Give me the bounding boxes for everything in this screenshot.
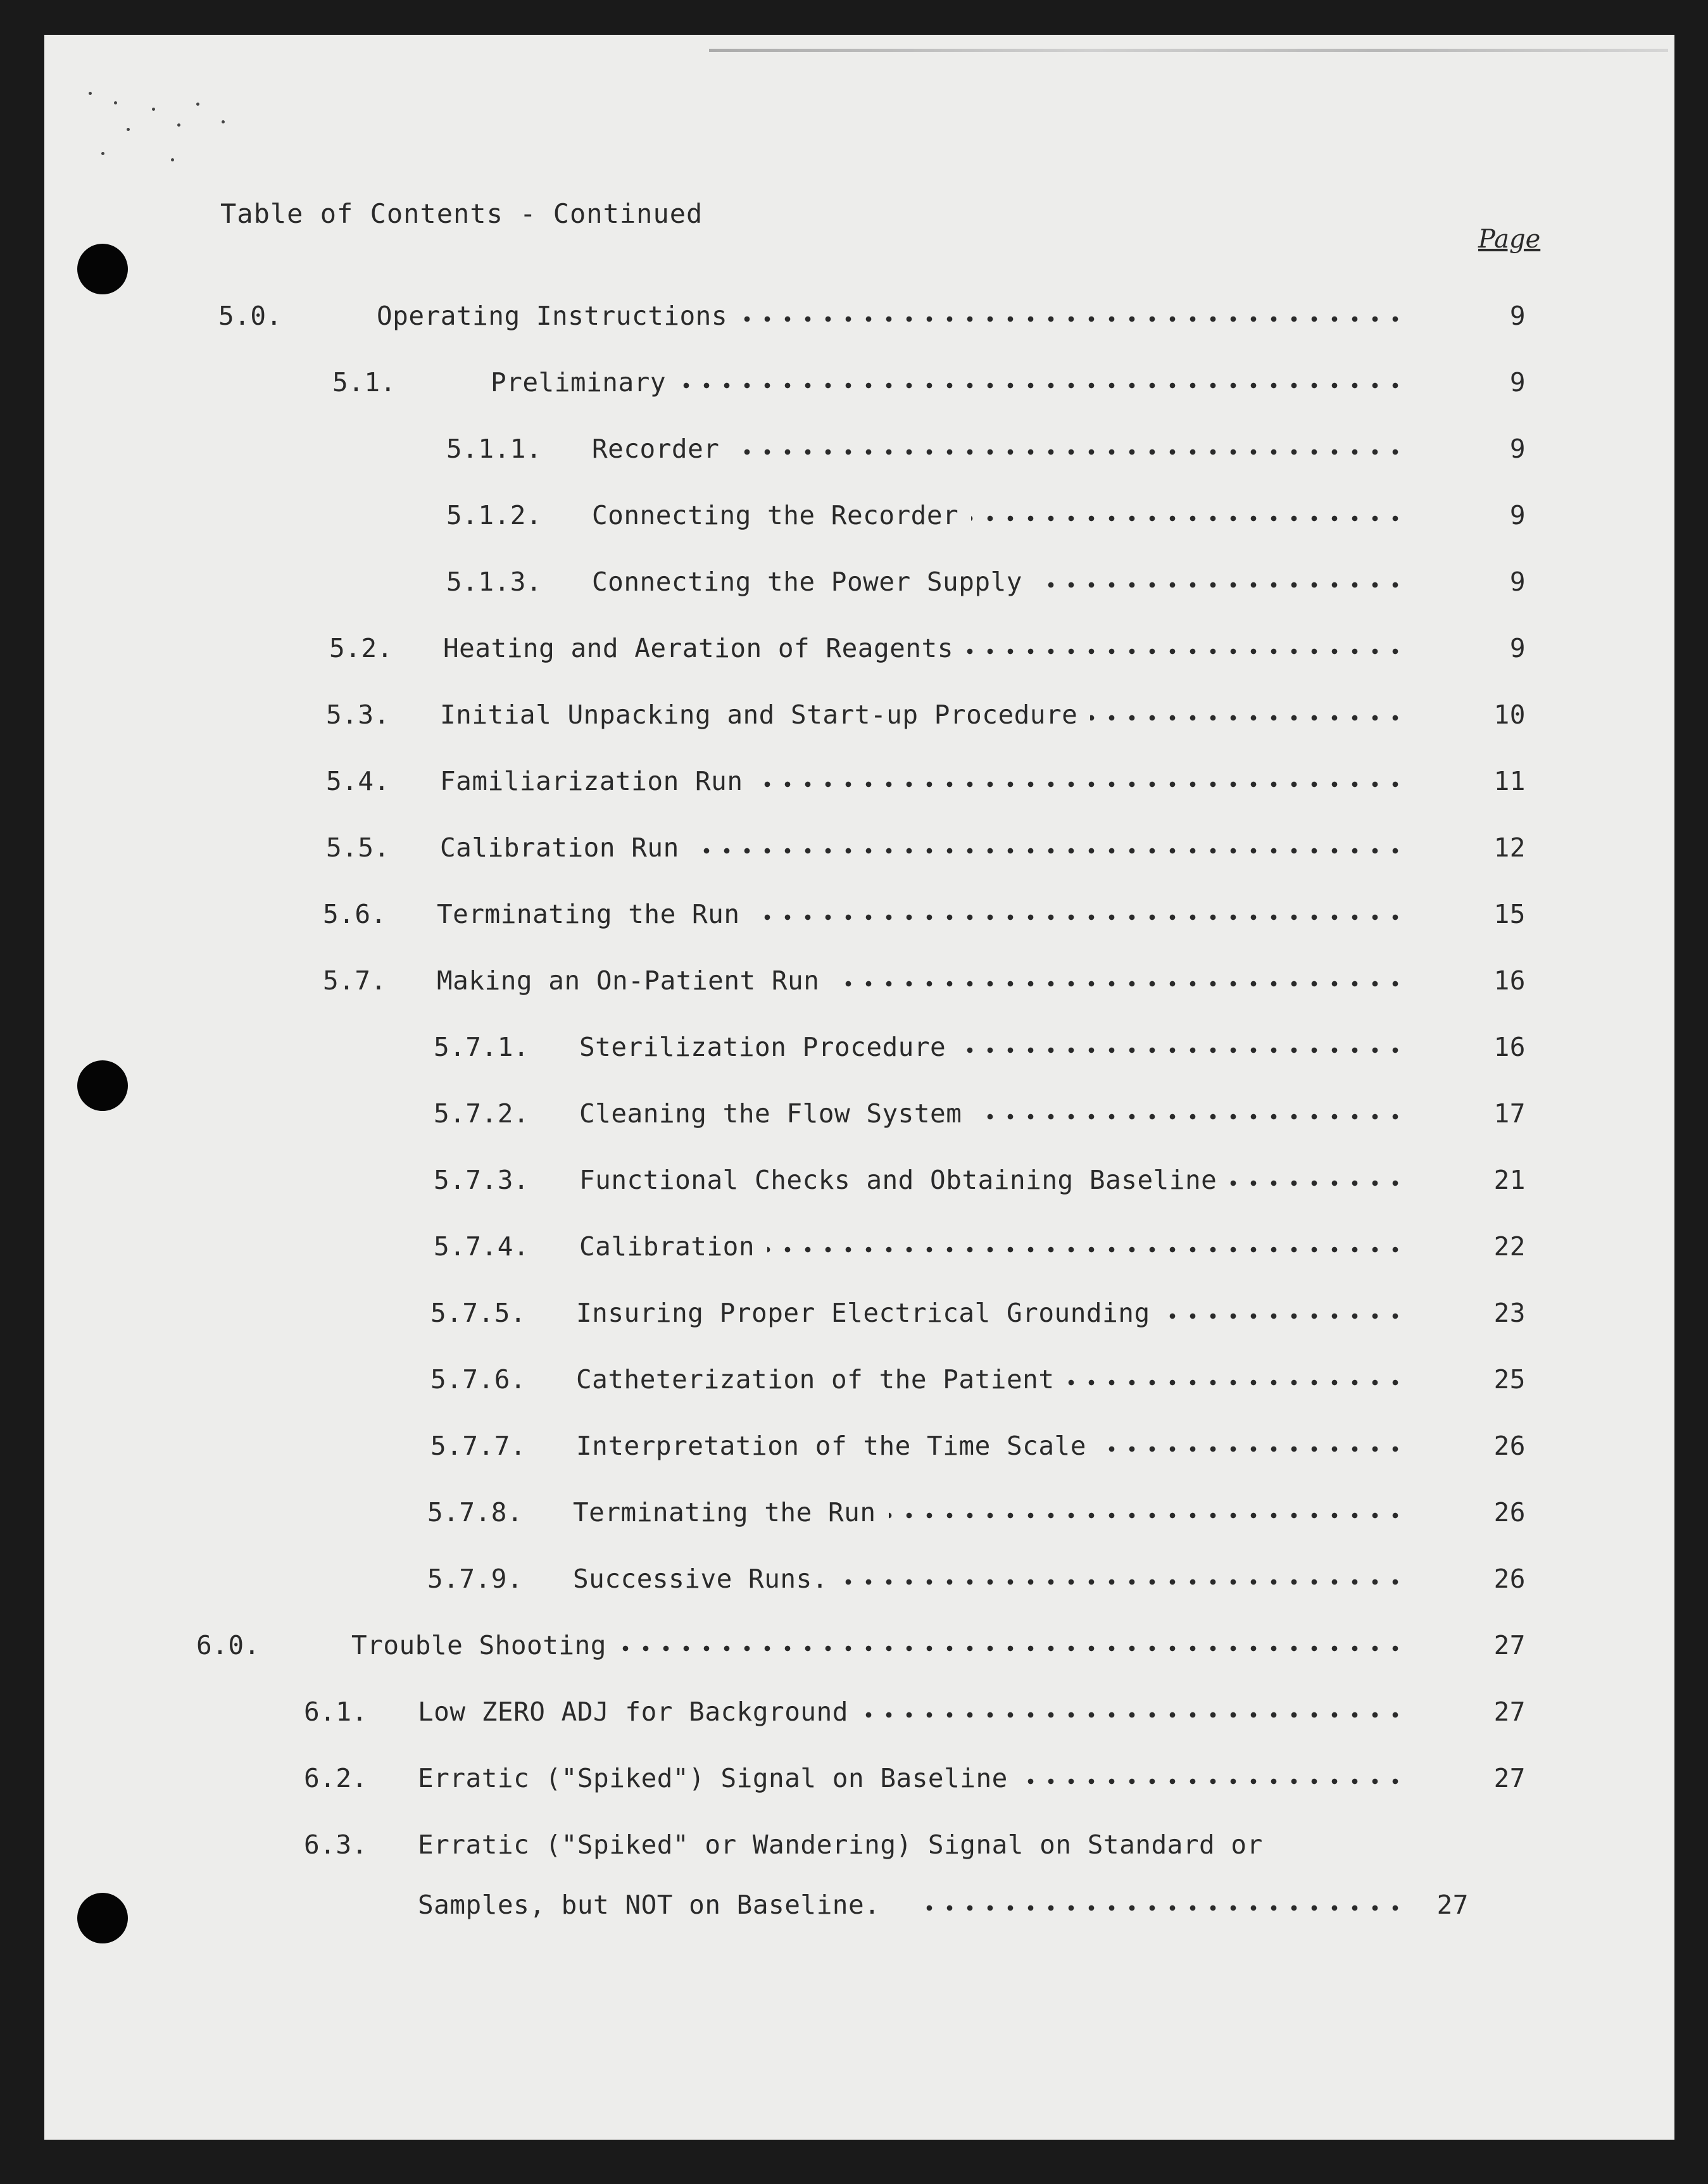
toc-entry-title: Sterilization Procedure	[579, 1032, 946, 1062]
toc-entry-number: 5.6.	[323, 899, 387, 929]
toc-entry-number: 5.7.7.	[430, 1431, 527, 1461]
toc-entry-page: 9	[1509, 567, 1526, 597]
toc-entry-page: 26	[1493, 1431, 1526, 1461]
toc-entry	[430, 1364, 1532, 1402]
toc-entry-number: 5.7.	[323, 965, 387, 996]
punch-hole-bottom	[77, 1893, 128, 1943]
toc-entry-title: Connecting the Recorder	[592, 500, 959, 530]
dot-leader	[841, 1572, 1405, 1591]
toc-entry-number: 5.1.	[332, 367, 396, 398]
toc-entry-number: 5.7.5.	[430, 1298, 527, 1328]
toc-entry-page: 9	[1509, 500, 1526, 530]
punch-hole-middle	[77, 1060, 128, 1111]
punch-hole-top	[77, 244, 128, 294]
toc-entry-title: Calibration	[579, 1231, 755, 1262]
toc-entry-title: Making an On-Patient Run	[437, 965, 820, 996]
toc-entry-number: 5.7.3.	[434, 1165, 530, 1195]
toc-entry-number: 5.7.6.	[430, 1364, 527, 1395]
toc-entry-page: 16	[1493, 965, 1526, 996]
dot-leader	[1020, 1772, 1405, 1791]
dot-leader	[971, 509, 1405, 528]
toc-entry-page: 16	[1493, 1032, 1526, 1062]
toc-entry	[427, 1497, 1532, 1535]
toc-entry-number: 5.7.1.	[434, 1032, 530, 1062]
dot-leader	[740, 310, 1405, 329]
dot-leader	[1229, 1174, 1405, 1193]
dot-leader	[732, 442, 1405, 461]
toc-continuation-page: 27	[1436, 1890, 1469, 1920]
toc-continuation-title: Samples, but NOT on Baseline.	[418, 1890, 881, 1920]
toc-entry	[446, 434, 1532, 472]
dot-leader	[861, 1705, 1405, 1724]
toc-entry	[323, 899, 1532, 937]
toc-entry	[430, 1298, 1532, 1336]
dot-leader	[924, 1898, 1405, 1917]
toc-entry	[304, 1697, 1532, 1735]
toc-entry-page: 22	[1493, 1231, 1526, 1262]
toc-entry-title: Interpretation of the Time Scale	[576, 1431, 1086, 1461]
toc-entry-title: Cleaning the Flow System	[579, 1098, 962, 1129]
toc-entry-page: 9	[1509, 633, 1526, 663]
toc-entry-number: 6.2.	[304, 1763, 368, 1793]
toc-entry-number: 5.4.	[326, 766, 390, 796]
toc-entry-number: 5.5.	[326, 832, 390, 863]
toc-entry	[434, 1098, 1532, 1136]
toc-entry	[326, 766, 1532, 804]
document-page	[44, 35, 1674, 2140]
toc-entry-page: 27	[1493, 1630, 1526, 1660]
scan-edge-line	[709, 49, 1668, 52]
toc-entry-number: 5.7.9.	[427, 1564, 524, 1594]
toc-entry-page: 9	[1509, 301, 1526, 331]
dot-leader	[1099, 1440, 1405, 1459]
toc-entry	[434, 1165, 1532, 1203]
toc-entry	[434, 1231, 1532, 1269]
dot-leader	[832, 974, 1405, 993]
toc-entry-title: Insuring Proper Electrical Grounding	[576, 1298, 1150, 1328]
toc-entry	[196, 1630, 1532, 1668]
dot-leader	[958, 1041, 1405, 1060]
toc-entry	[218, 301, 1532, 339]
toc-entry-number: 5.7.4.	[434, 1231, 530, 1262]
toc-entry-title: Terminating the Run	[573, 1497, 876, 1528]
toc-entry-page: 26	[1493, 1564, 1526, 1594]
dot-leader	[889, 1506, 1405, 1525]
toc-entry-title: Terminating the Run	[437, 899, 740, 929]
page-column-header: Page	[1478, 225, 1541, 254]
toc-continued-title: Table of Contents - Continued	[220, 198, 703, 229]
toc-entry-page: 9	[1509, 434, 1526, 464]
toc-entry-title: Calibration Run	[440, 832, 679, 863]
toc-entry	[326, 700, 1532, 737]
toc-entry-number: 6.1.	[304, 1697, 368, 1727]
toc-entry-page: 11	[1493, 766, 1526, 796]
dot-leader	[1163, 1307, 1405, 1326]
toc-entry-page: 27	[1493, 1697, 1526, 1727]
toc-entry	[323, 965, 1532, 1003]
toc-entry	[304, 1763, 1532, 1801]
toc-entry-title: Successive Runs.	[573, 1564, 828, 1594]
toc-entry	[446, 500, 1532, 538]
toc-entry-number: 5.1.3.	[446, 567, 543, 597]
toc-entry-title: Catheterization of the Patient	[576, 1364, 1055, 1395]
toc-continuation-line	[418, 1890, 880, 1920]
toc-entry	[446, 567, 1532, 605]
toc-entry-title: Functional Checks and Obtaining Baseline	[579, 1165, 1217, 1195]
scan-specks	[76, 89, 266, 190]
toc-entry-title: Trouble Shooting	[351, 1630, 606, 1660]
toc-entry-title: Preliminary	[491, 367, 667, 398]
toc-entry-page: 25	[1493, 1364, 1526, 1395]
toc-entry-number: 5.0.	[218, 301, 282, 331]
dot-leader	[966, 642, 1405, 661]
dot-leader	[753, 908, 1405, 927]
dot-leader	[1035, 575, 1405, 594]
toc-entry	[430, 1431, 1532, 1469]
toc-entry	[427, 1564, 1532, 1602]
toc-entry-number: 5.7.2.	[434, 1098, 530, 1129]
toc-entry-number: 5.2.	[329, 633, 393, 663]
dot-leader	[767, 1240, 1405, 1259]
toc-entry-title: Low ZERO ADJ for Background	[418, 1697, 848, 1727]
toc-entry-page: 15	[1493, 899, 1526, 929]
dot-leader	[1067, 1373, 1405, 1392]
toc-entry-number: 5.3.	[326, 700, 390, 730]
dot-leader	[619, 1639, 1405, 1658]
dot-leader	[974, 1107, 1405, 1126]
toc-entry-page: 17	[1493, 1098, 1526, 1129]
toc-entry	[434, 1032, 1532, 1070]
dot-leader	[756, 775, 1405, 794]
toc-entry-page: 27	[1493, 1763, 1526, 1793]
dot-leader	[1090, 708, 1405, 727]
toc-entry-title: Heating and Aeration of Reagents	[443, 633, 953, 663]
dot-leader	[679, 376, 1405, 395]
toc-entry-number: 6.3.	[304, 1829, 368, 1860]
toc-entry	[304, 1829, 1532, 1867]
toc-entry-title: Recorder	[592, 434, 720, 464]
toc-entry	[332, 367, 1532, 405]
toc-entry	[326, 832, 1532, 870]
toc-entry-number: 6.0.	[196, 1630, 260, 1660]
toc-entry-title: Erratic ("Spiked" or Wandering) Signal on Standard or	[418, 1829, 1263, 1860]
toc-entry-title: Erratic ("Spiked") Signal on Baseline	[418, 1763, 1008, 1793]
toc-entry-title: Operating Instructions	[377, 301, 728, 331]
toc-entry-page: 21	[1493, 1165, 1526, 1195]
dot-leader	[692, 841, 1405, 860]
toc-entry-page: 10	[1493, 700, 1526, 730]
toc-entry-page: 26	[1493, 1497, 1526, 1528]
toc-entry	[329, 633, 1532, 671]
toc-entry-title: Familiarization Run	[440, 766, 743, 796]
toc-entry-number: 5.1.1.	[446, 434, 543, 464]
toc-entry-number: 5.7.8.	[427, 1497, 524, 1528]
toc-entry-title: Initial Unpacking and Start-up Procedure	[440, 700, 1078, 730]
toc-entry-page: 9	[1509, 367, 1526, 398]
toc-entry-page: 12	[1493, 832, 1526, 863]
toc-entry-page: 23	[1493, 1298, 1526, 1328]
toc-entry-title: Connecting the Power Supply	[592, 567, 1022, 597]
toc-entry-number: 5.1.2.	[446, 500, 543, 530]
toc-continuation-leader-row	[886, 1890, 1488, 1928]
